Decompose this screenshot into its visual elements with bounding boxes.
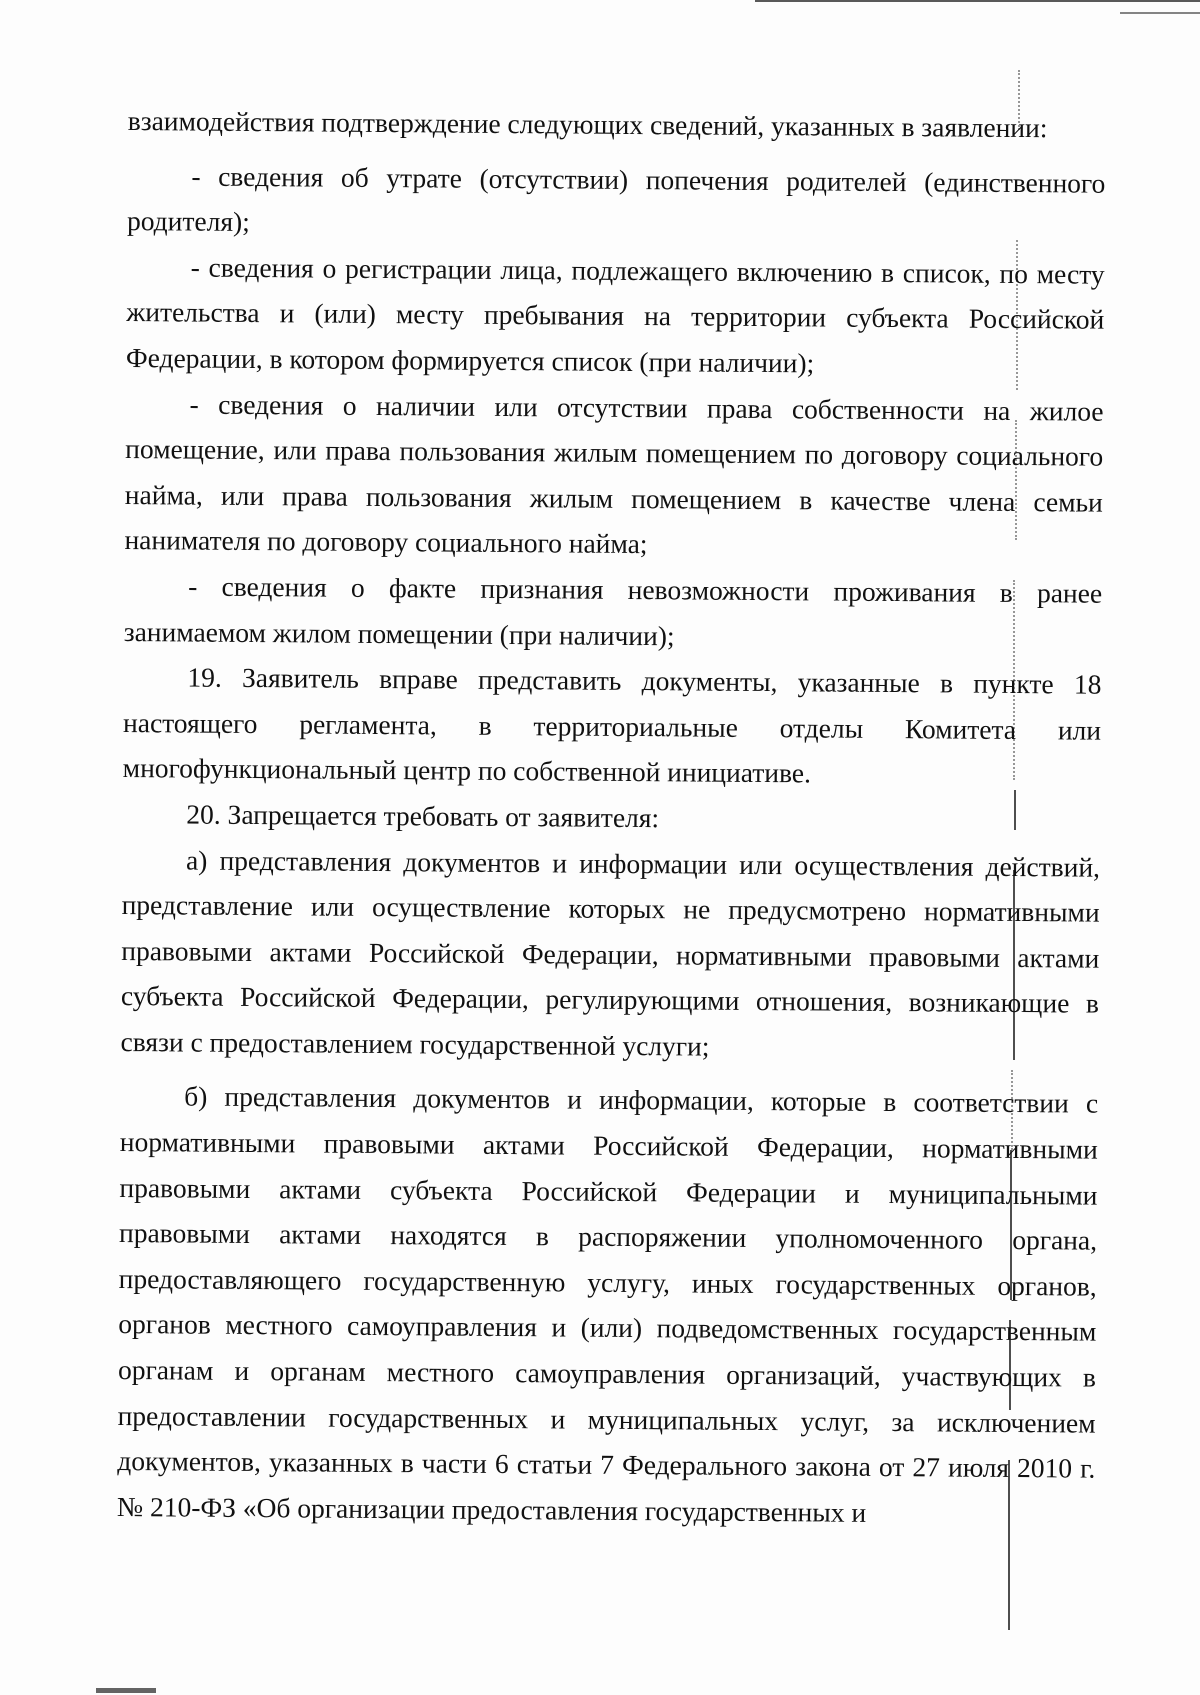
paragraph-continuation: взаимодействия подтверждение следующих сведений, указанных в заявлении: bbox=[127, 104, 1048, 144]
document-body bbox=[117, 98, 1106, 1537]
scan-edge-line bbox=[755, 0, 1200, 2]
scan-edge-line-secondary bbox=[1120, 12, 1200, 14]
paragraph-guardianship-info: - сведения об утрате (отсутствии) попечения родителей (единственного родителя); bbox=[126, 160, 1106, 238]
paragraph-registration-info: - сведения о регистрации лица, подлежащего включению в список, по месту жительства и (или) месту пребывания на территории субъекта Российской Федерации, в котором формируется список (при наличии); bbox=[125, 251, 1105, 379]
paragraph-property-rights-info: - сведения о наличии или отсутствии права собственности на жилое помещение, или права пользования жилым помещением по договору социального найма, или права пользования жилым помещением в качестве члена семьи нанимателя по договору социального найма; bbox=[124, 388, 1104, 560]
paragraph-residence-impossibility-info: - сведения о факте признания невозможности проживания в ранее занимаемом жилом помещении (при наличии); bbox=[123, 570, 1103, 651]
paragraph-item-20b: б) представления документов и информации, которые в соответствии с нормативными правовыми актами Российской Федерации, нормативными правовыми актами субъекта Российской Федерации и муниципальными правовыми актами находятся в распоряжении уполномоченного органа, предоставляющего государственную услугу, иных государственных органов, органов местного самоуправления и (или) подведомственных государственным органам и органам местного самоуправления организаций, участвующих в предоставлении государственных и муниципальных услуг, за исключением документов, указанных в части 6 статьи 7 Федерального закона от 27 июля 2010 г. № 210-ФЗ «Об организации предоставления государственных и bbox=[116, 1080, 1099, 1528]
paragraph-item-20a: а) представления документов и информации или осуществления действий, представление или осуществление которых не предусмотрено нормативными правовыми актами Российской Федерации, нормативными правовыми актами субъекта Российской Федерации, регулирующими отношения, возникающие в связи с предоставлением государственной услуги; bbox=[120, 843, 1101, 1062]
scan-bottom-mark bbox=[96, 1688, 156, 1693]
paragraph-item-20: 20. Запрещается требовать от заявителя: bbox=[186, 798, 660, 834]
paragraph-item-19: 19. Заявитель вправе представить документы, указанные в пункте 18 настоящего регламента, в территориальные отделы Комитета или многофункциональный центр по собственной инициативе. bbox=[122, 661, 1102, 789]
